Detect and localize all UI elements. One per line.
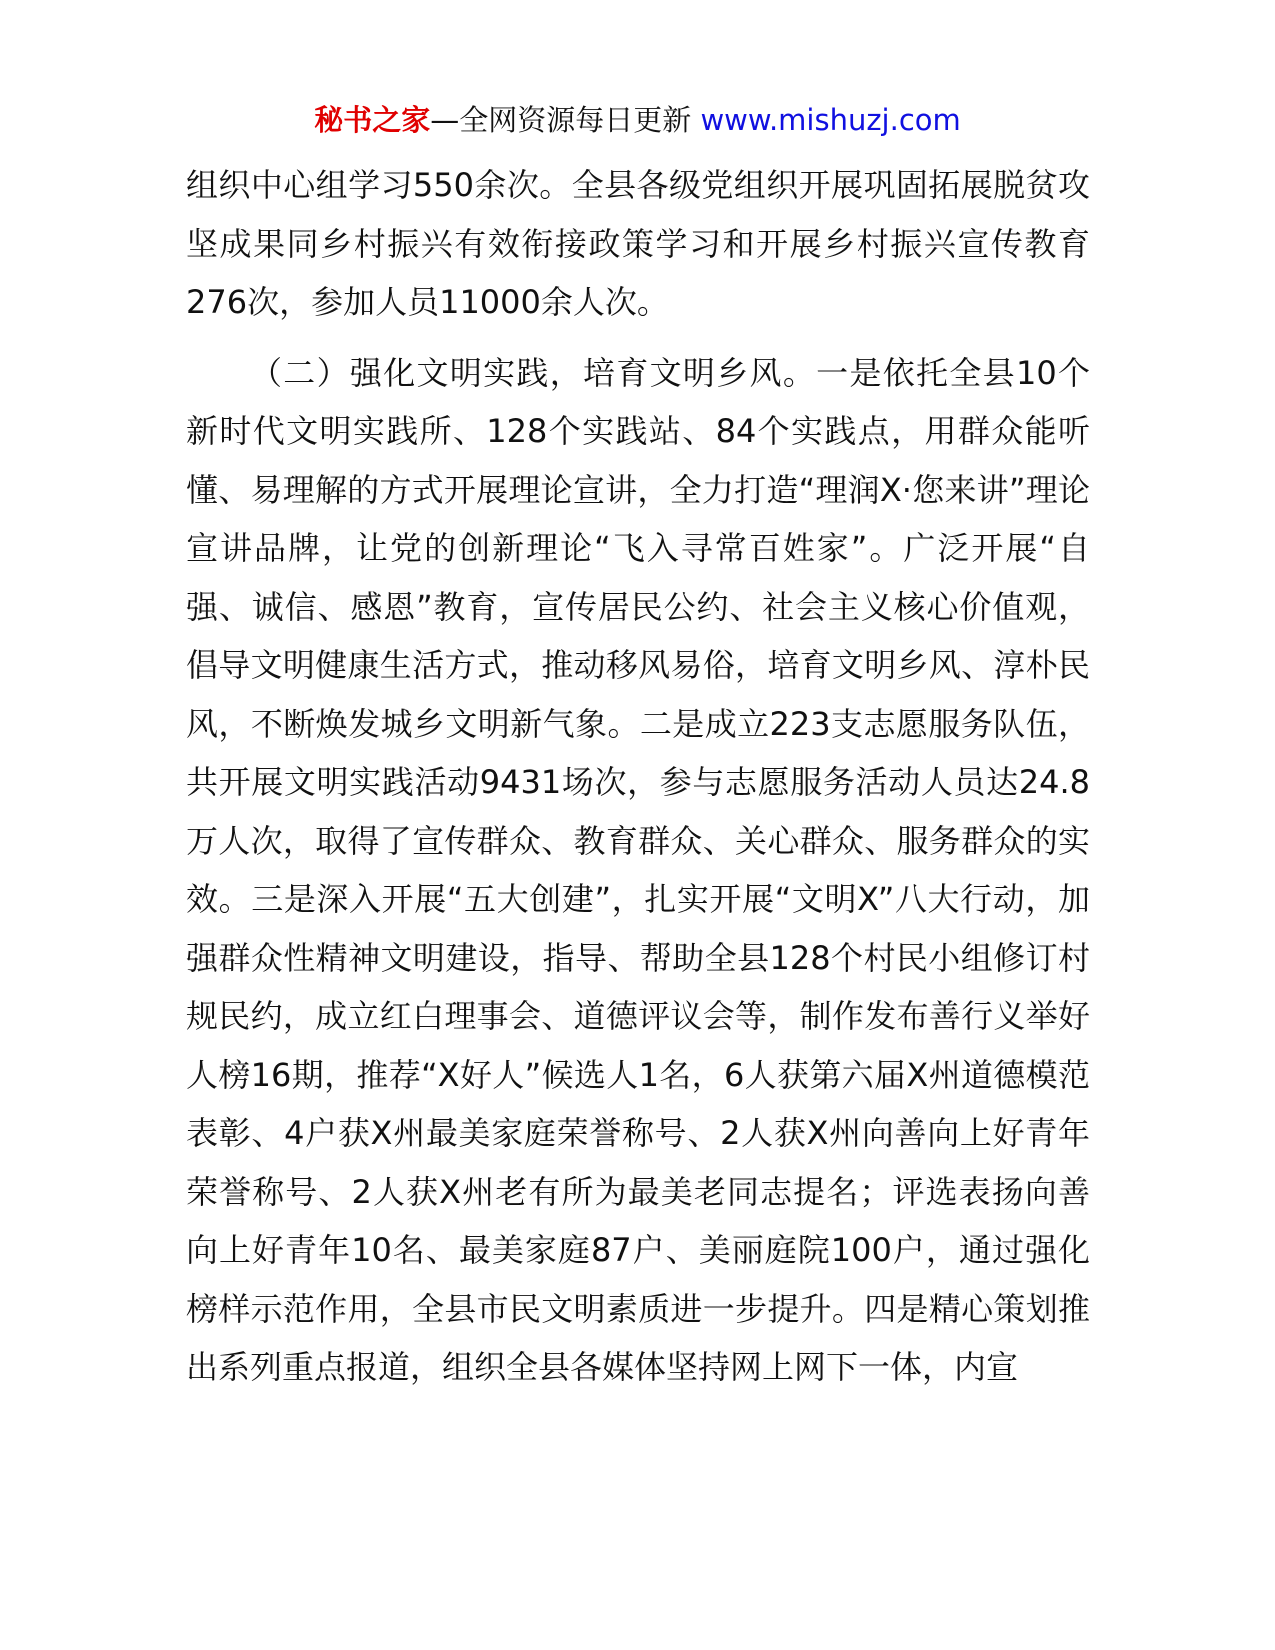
paragraph-section-two: （二）强化文明实践，培育文明乡风。一是依托全县10个新时代文明实践所、128个实践站、84个实践点，用群众能听懂、易理解的方式开展理论宣讲，全力打造“理润X·您来讲”理论宣讲品牌，让党的创新理论“飞入寻常百姓家”。广泛开展“自强、诚信、感恩”教育，宣传居民公约、社会主义核心价值观，倡导文明健康生活方式，推动移风易俗，培育文明乡风、淳朴民风，不断焕发城乡文明新气象。二是成立223支志愿服务队伍，共开展文明实践活动9431场次，参与志愿服务活动人员达24.8万人次，取得了宣传群众、教育群众、关心群众、服务群众的实效。三是深入开展“五大创建”，扎实开展“文明X”八大行动，加强群众性精神文明建设，指导、帮助全县128个村民小组修订村规民约，成立红白理事会、道德评议会等，制作发布善行义举好人榜16期，推荐“X好人”候选人1名，6人获第六届X州道德模范表彰、4户获X州最美家庭荣誉称号、2人获X州向善向上好青年荣誉称号、2人获X州老有所为最美老同志提名；评选表扬向善向上好青年10名、最美家庭87户、美丽庭院100户，通过强化榜样示范作用，全县市民文明素质进一步提升。四是精心策划推出系列重点报道，组织全县各媒体坚持网上网下一体，内宣 xyxy=(186,353,1090,1386)
header-url[interactable]: www.mishuzj.com xyxy=(700,103,961,137)
header-tagline: —全网资源每日更新 xyxy=(430,103,692,137)
watermark-header xyxy=(0,100,1275,140)
document-body xyxy=(186,156,1090,1397)
brand-name: 秘书之家 xyxy=(314,103,431,137)
paragraph-continuation: 组织中心组学习550余次。全县各级党组织开展巩固拓展脱贫攻坚成果同乡村振兴有效衔接政策学习和开展乡村振兴宣传教育276次，参加人员11000余人次。 xyxy=(186,166,1090,321)
